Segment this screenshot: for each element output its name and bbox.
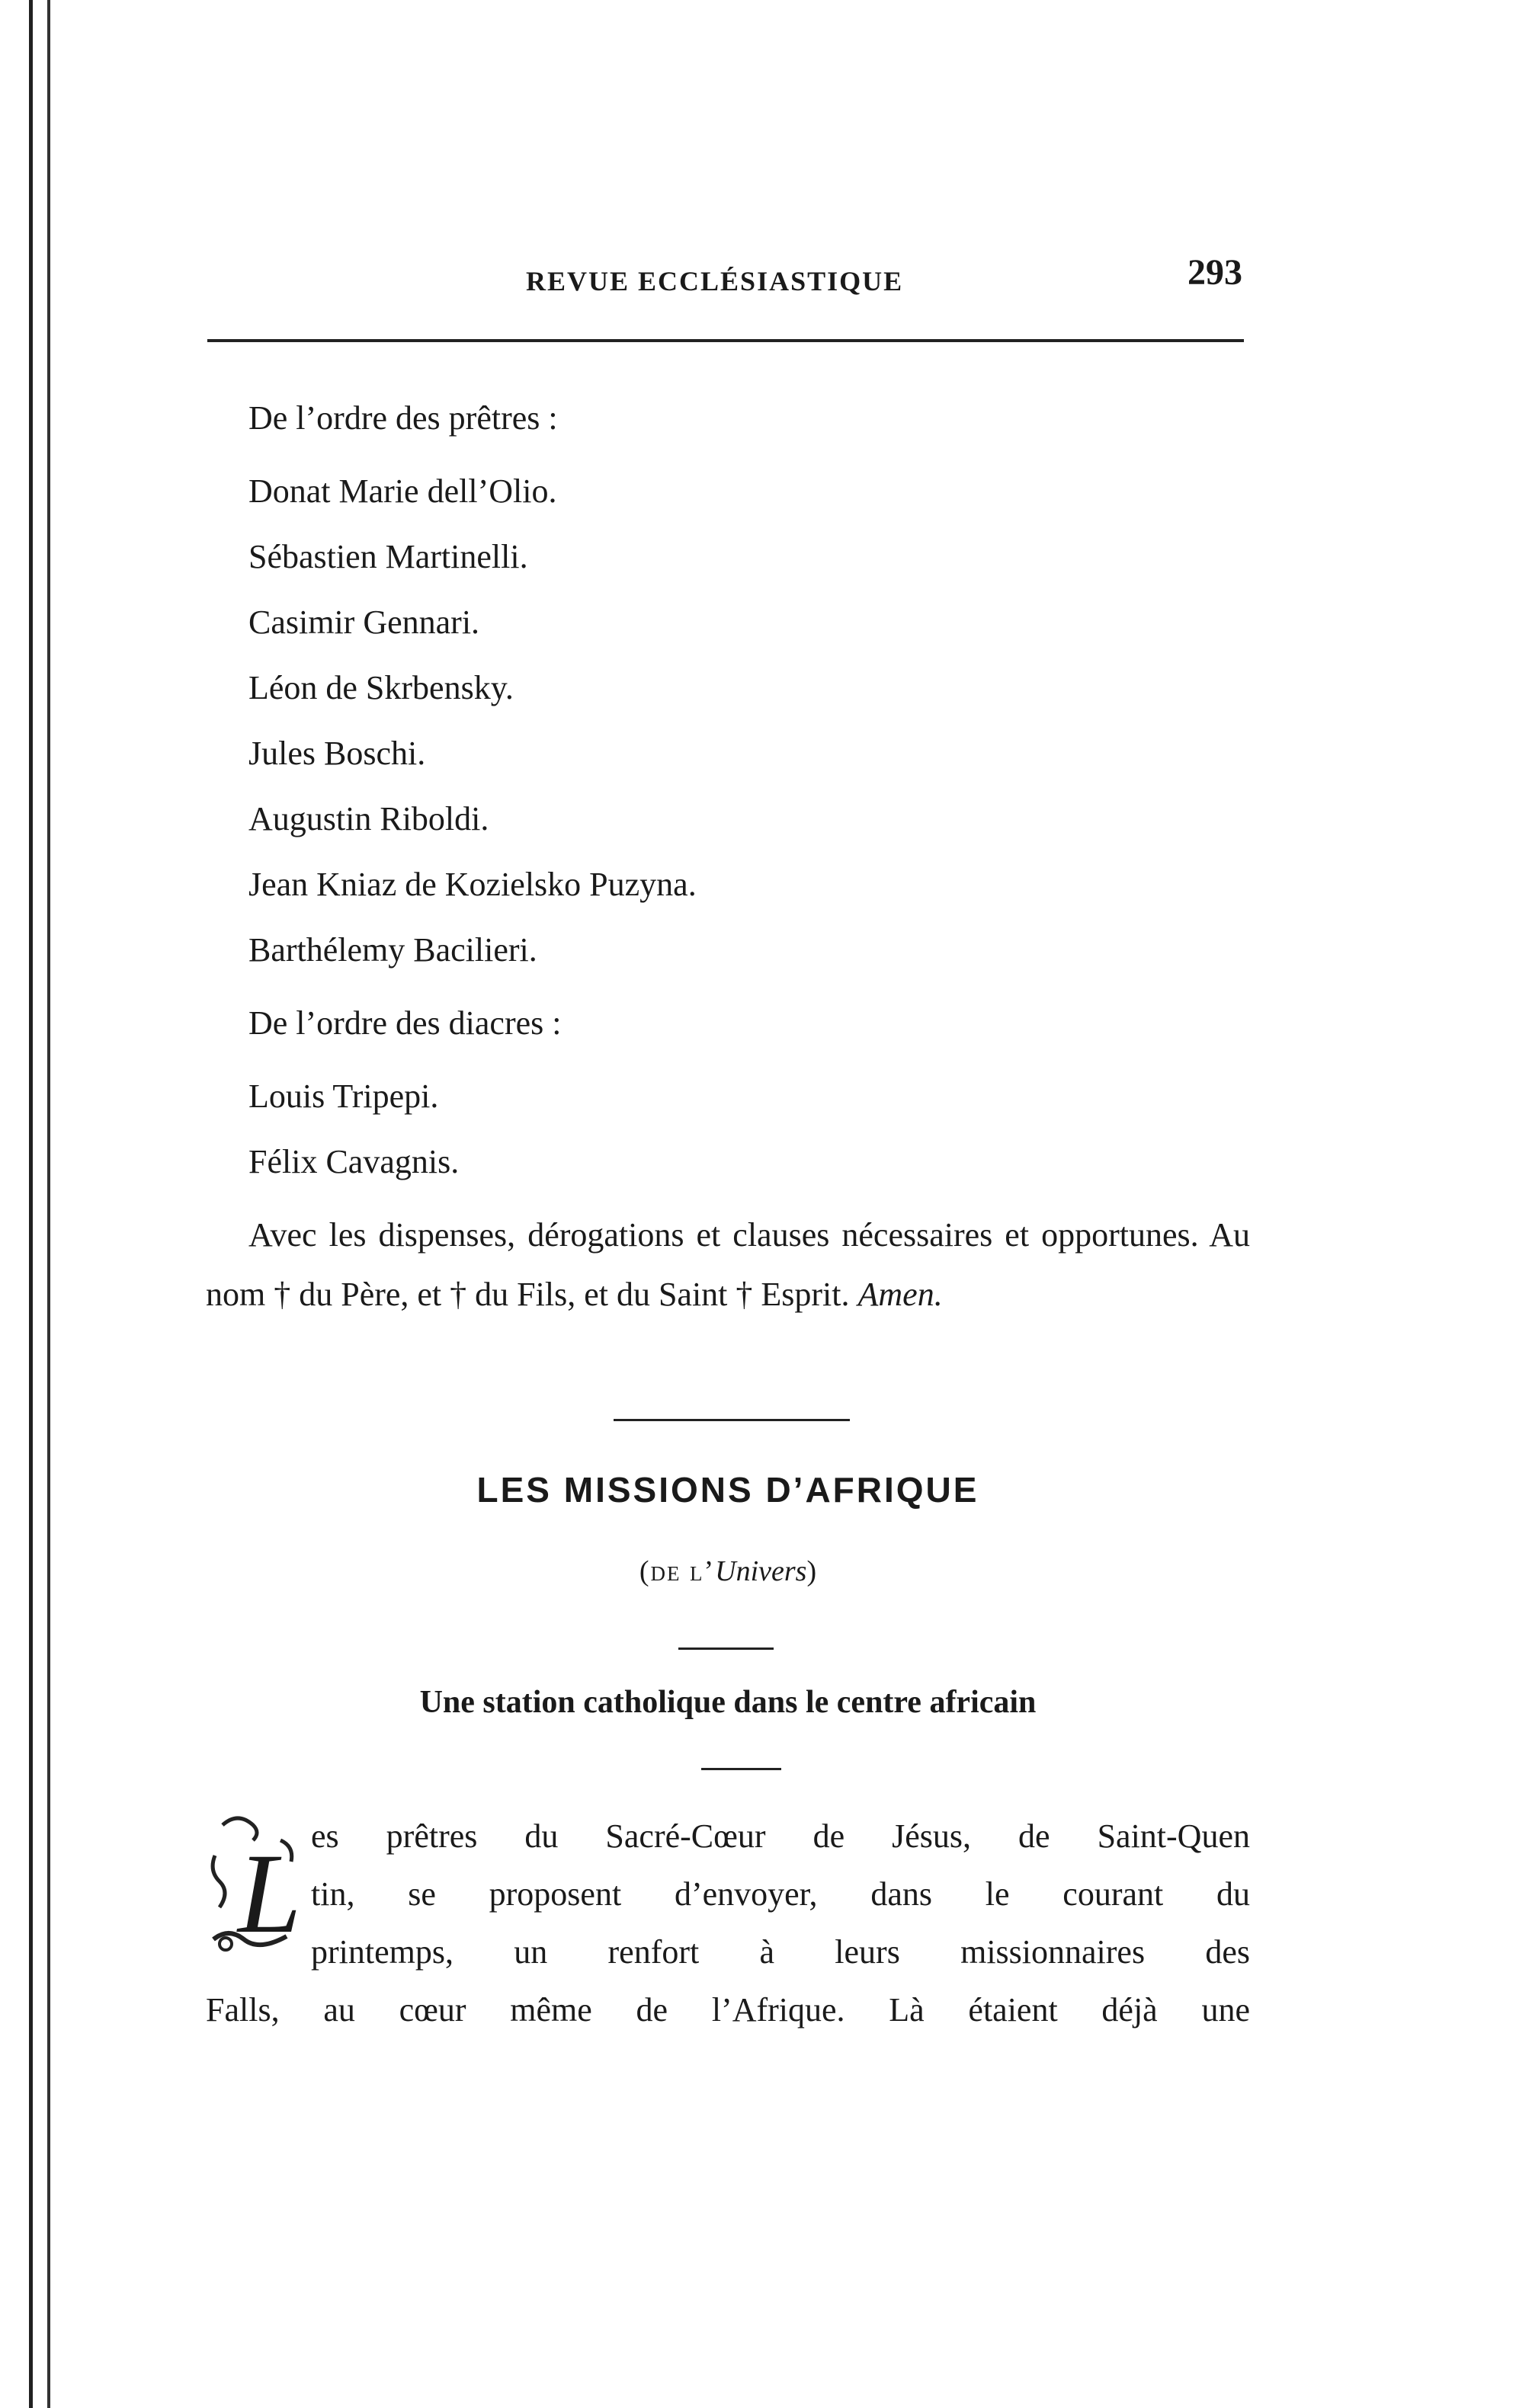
closing-paragraph	[206, 1206, 1250, 1324]
section-title: LES MISSIONS D’AFRIQUE	[476, 1470, 979, 1510]
body-line: Falls, au cœur même de l’Afrique. Là étaient déjà une	[206, 1991, 1250, 2029]
list-item: Léon de Skrbensky.	[248, 669, 514, 706]
list-item: Barthélemy Bacilieri.	[248, 931, 537, 969]
source-prefix: (de l’	[639, 1555, 716, 1587]
priests-heading: De l’ordre des prêtres :	[248, 399, 558, 437]
list-item: Casimir Gennari.	[248, 604, 480, 641]
body-line: es prêtres du Sacré-Cœur de Jésus, de Saint-Quen	[311, 1817, 1250, 1855]
page-number: 293	[1187, 252, 1242, 293]
body-line: printemps, un renfort à leurs missionnaires des	[311, 1933, 1250, 1971]
list-item: Louis Tripepi.	[248, 1078, 439, 1115]
binding-edge-line	[47, 0, 50, 2408]
section-divider	[614, 1419, 850, 1421]
amen: Amen.	[857, 1276, 943, 1313]
list-item: Augustin Riboldi.	[248, 800, 489, 837]
source-italic: Univers	[715, 1555, 807, 1587]
subtitle-divider	[678, 1647, 774, 1650]
list-item: Jules Boschi.	[248, 735, 426, 772]
running-title: REVUE ECCLÉSIASTIQUE	[526, 266, 904, 296]
ordination-list	[206, 386, 1250, 1195]
body-paragraph	[206, 1808, 1250, 2039]
section-source	[206, 1555, 1250, 1588]
list-item: Sébastien Martinelli.	[248, 538, 528, 575]
binding-edge-line	[29, 0, 33, 2408]
closing-body: Avec les dispenses, dérogations et clauses nécessaires et opportunes. Au nom † du Père, et † du Fils, et du Saint † Esprit.	[206, 1216, 1250, 1313]
source-suffix: )	[806, 1555, 817, 1587]
subtitle-divider	[701, 1768, 781, 1770]
running-head	[206, 251, 1242, 312]
deacons-heading: De l’ordre des diacres :	[248, 1004, 562, 1042]
body-line: tin, se proposent d’envoyer, dans le courant du	[311, 1875, 1250, 1913]
header-rule	[207, 339, 1244, 342]
list-item: Donat Marie dell’Olio.	[248, 472, 557, 510]
closing-text	[206, 1206, 1250, 1324]
list-item: Félix Cavagnis.	[248, 1143, 460, 1180]
list-item: Jean Kniaz de Kozielsko Puzyna.	[248, 866, 697, 903]
section-subtitle: Une station catholique dans le centre africain	[419, 1685, 1037, 1720]
dropcap-letter: L	[238, 1830, 302, 1957]
